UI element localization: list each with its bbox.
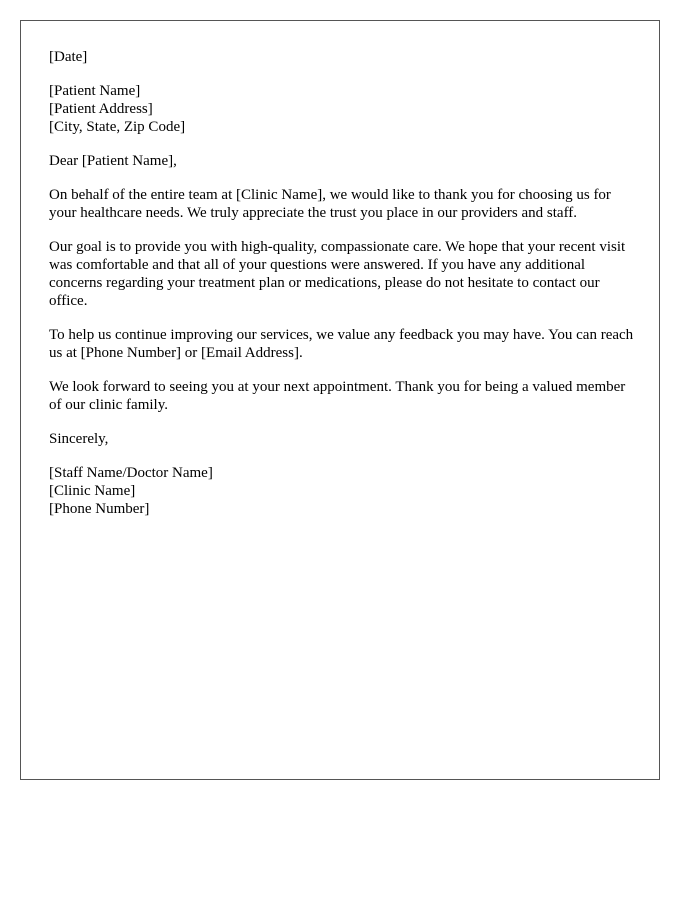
- recipient-address-block: [49, 82, 639, 136]
- recipient-address: [Patient Address]: [49, 101, 153, 117]
- letter-page: [20, 20, 660, 780]
- signature-name: [Staff Name/Doctor Name]: [49, 465, 213, 481]
- signature-phone: [Phone Number]: [49, 501, 150, 517]
- signature-block: [49, 464, 639, 518]
- paragraph-feedback: To help us continue improving our services, we value any feedback you may have. You can reach us at [Phone Number] or [Email Address].: [49, 327, 634, 361]
- date-block: [49, 48, 639, 66]
- recipient-city-state-zip: [City, State, Zip Code]: [49, 119, 186, 135]
- signature-clinic: [Clinic Name]: [49, 483, 136, 499]
- paragraph-thank-you: On behalf of the entire team at [Clinic Name], we would like to thank you for choosing us for your healthcare needs. We truly appreciate the trust you place in our providers and staff.: [49, 187, 611, 221]
- paragraph-next-appointment: We look forward to seeing you at your next appointment. Thank you for being a valued member of our clinic family.: [49, 379, 626, 413]
- closing: Sincerely,: [49, 431, 109, 447]
- paragraph-care-goal: Our goal is to provide you with high-quality, compassionate care. We hope that your recent visit was comfortable and that all of your questions were answered. If you have any additional concerns regarding your treatment plan or medications, please do not hesitate to contact our office.: [49, 239, 626, 309]
- letter-body: [49, 48, 639, 534]
- salutation: Dear [Patient Name],: [49, 153, 177, 169]
- recipient-name: [Patient Name]: [49, 83, 141, 99]
- letter-date: [Date]: [49, 49, 88, 65]
